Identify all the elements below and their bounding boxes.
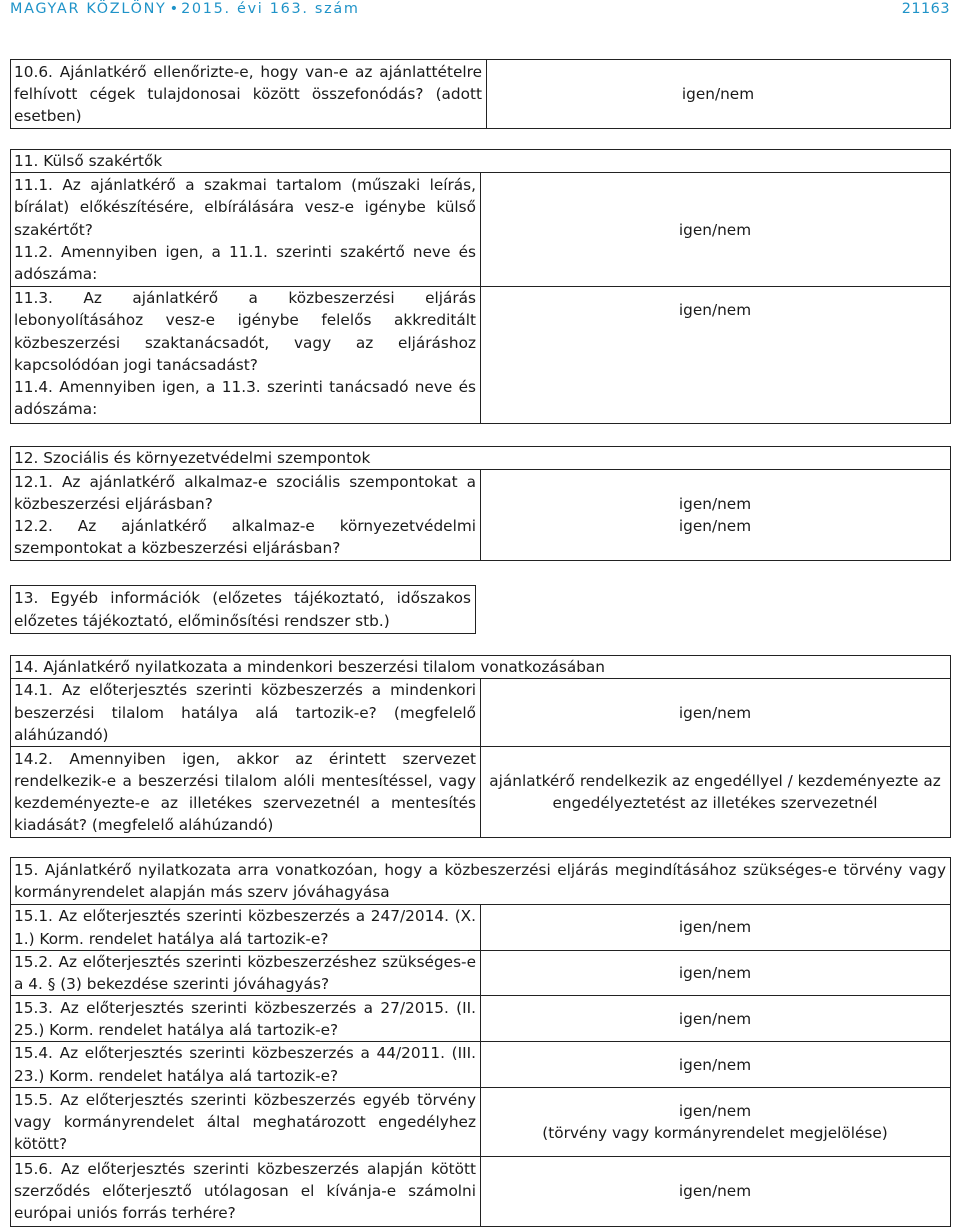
answer-15-5-note: (törvény vagy kormányrendelet megjelölése) [542, 1123, 888, 1142]
journal-title: MAGYAR KÖZLÖNY [10, 1, 167, 17]
answer-11-1: igen/nem [481, 173, 951, 287]
table-row [11, 173, 951, 287]
table-row [11, 1087, 951, 1156]
table-row [11, 858, 951, 905]
question-14-2: 14.2. Amennyiben igen, akkor az érintett szervezet rendelkezik-e a beszerzési tilalom alóli mentesítéssel, vagy kezdeményezte-e az illetékes szervezetnél a mentesítés kiadását? (megfelelő aláhúzandó) [11, 747, 481, 838]
answer-15-1: igen/nem [481, 905, 951, 951]
answer-12-2: igen/nem [678, 517, 752, 536]
question-11-1-2 [11, 173, 481, 287]
question-11-4: 11.4. Amennyiben igen, a 11.3. szerinti tanácsadó neve és adószáma: [14, 378, 476, 419]
section-12-title: 12. Szociális és környezetvédelmi szempontok [11, 447, 951, 470]
table-row [11, 905, 951, 951]
table-row [11, 586, 476, 634]
table-row [11, 60, 951, 129]
question-11-2: 11.2. Amennyiben igen, a 11.1. szerinti szakértő neve és adószáma: [14, 242, 476, 283]
question-12-2: 12.2. Az ajánlatkérő alkalmaz-e környezetvédelmi szempontokat a közbeszerzési eljárásban? [14, 517, 476, 558]
table-row [11, 1042, 951, 1087]
table-row [11, 287, 951, 424]
question-14-1: 14.1. Az előterjesztés szerinti közbeszerzés a mindenkori beszerzési tilalom hatálya alá tartozik-e? (megfelelő aláhúzandó) [11, 679, 481, 747]
table-row [11, 996, 951, 1042]
table-row [11, 747, 951, 838]
question-15-1: 15.1. Az előterjesztés szerinti közbeszerzés a 247/2014. (X. 1.) Korm. rendelet hatálya alá tartozik-e? [11, 905, 481, 951]
table-row [11, 1156, 951, 1226]
table-10-6 [10, 59, 951, 129]
question-12-1-2 [11, 470, 481, 561]
answer-12 [481, 470, 951, 561]
section-13-text: 13. Egyéb információk (előzetes tájékoztató, időszakos előzetes tájékoztató, előminősítési rendszer stb.) [11, 586, 476, 634]
answer-15-2: igen/nem [481, 951, 951, 996]
question-11-3: 11.3. Az ajánlatkérő a közbeszerzési eljárás lebonyolításához vesz-e igénybe felelős akkreditált közbeszerzési szaktanácsadót, vagy az eljáráshoz kapcsolódóan jogi tanácsadást? [14, 289, 476, 374]
page-number: 21163 [901, 1, 950, 17]
bullet-separator: • [169, 1, 179, 17]
answer-15-6: igen/nem [481, 1156, 951, 1226]
answer-14-2: ajánlatkérő rendelkezik az engedéllyel / kezdeményezte az engedélyeztetést az illetékes szervezetnél [481, 747, 951, 838]
question-10-6: 10.6. Ajánlatkérő ellenőrizte-e, hogy van-e az ajánlattételre felhívott cégek tulajdonosai között összefonódás? (adott esetben) [11, 60, 487, 129]
question-12-1: 12.1. Az ajánlatkérő alkalmaz-e szociális szempontokat a közbeszerzési eljárásban? [14, 472, 476, 513]
table-row [11, 656, 951, 679]
question-15-5: 15.5. Az előterjesztés szerinti közbeszerzés egyéb törvény vagy kormányrendelet által meghatározott engedélyhez kötött? [11, 1087, 481, 1156]
answer-10-6: igen/nem [487, 60, 951, 129]
answer-15-5-value: igen/nem [678, 1101, 752, 1120]
question-15-3: 15.3. Az előterjesztés szerinti közbeszerzés a 27/2015. (II. 25.) Korm. rendelet hatálya alá tartozik-e? [11, 996, 481, 1042]
question-11-3-4 [11, 287, 481, 424]
question-11-1: 11.1. Az ajánlatkérő a szakmai tartalom (műszaki leírás, bírálat) előkészítésére, elbírálására vesz-e igénybe külső szakértőt? [14, 176, 476, 239]
answer-12-1: igen/nem [678, 495, 752, 513]
table-13 [10, 585, 476, 634]
table-14 [10, 655, 951, 838]
header-left [10, 1, 360, 17]
issue-label: 2015. évi 163. szám [181, 1, 360, 17]
section-15-title: 15. Ajánlatkérő nyilatkozata arra vonatkozóan, hogy a közbeszerzési eljárás megindításához szükséges-e törvény vagy kormányrendelet alapján más szerv jóváhagyása [11, 858, 951, 905]
section-14-title: 14. Ajánlatkérő nyilatkozata a mindenkori beszerzési tilalom vonatkozásában [11, 656, 951, 679]
answer-15-5 [481, 1087, 951, 1156]
table-row [11, 150, 951, 173]
answer-14-1: igen/nem [481, 679, 951, 747]
answer-15-3: igen/nem [481, 996, 951, 1042]
table-row [11, 447, 951, 470]
table-15 [10, 857, 951, 1227]
question-15-6: 15.6. Az előterjesztés szerinti közbeszerzés alapján kötött szerződés előterjesztő utólagosan el kívánja-e számolni európai uniós forrás terhére? [11, 1156, 481, 1226]
table-row [11, 470, 951, 561]
answer-15-4: igen/nem [481, 1042, 951, 1087]
table-12 [10, 446, 951, 561]
section-11-title: 11. Külső szakértők [11, 150, 951, 173]
question-15-4: 15.4. Az előterjesztés szerinti közbeszerzés a 44/2011. (III. 23.) Korm. rendelet hatálya alá tartozik-e? [11, 1042, 481, 1087]
page-header [0, 0, 960, 24]
table-row [11, 679, 951, 747]
question-15-2: 15.2. Az előterjesztés szerinti közbeszerzéshez szükséges-e a 4. § (3) bekezdése szerinti jóváhagyás? [11, 951, 481, 996]
table-row [11, 951, 951, 996]
table-11 [10, 149, 951, 424]
answer-11-3: igen/nem [481, 287, 951, 424]
